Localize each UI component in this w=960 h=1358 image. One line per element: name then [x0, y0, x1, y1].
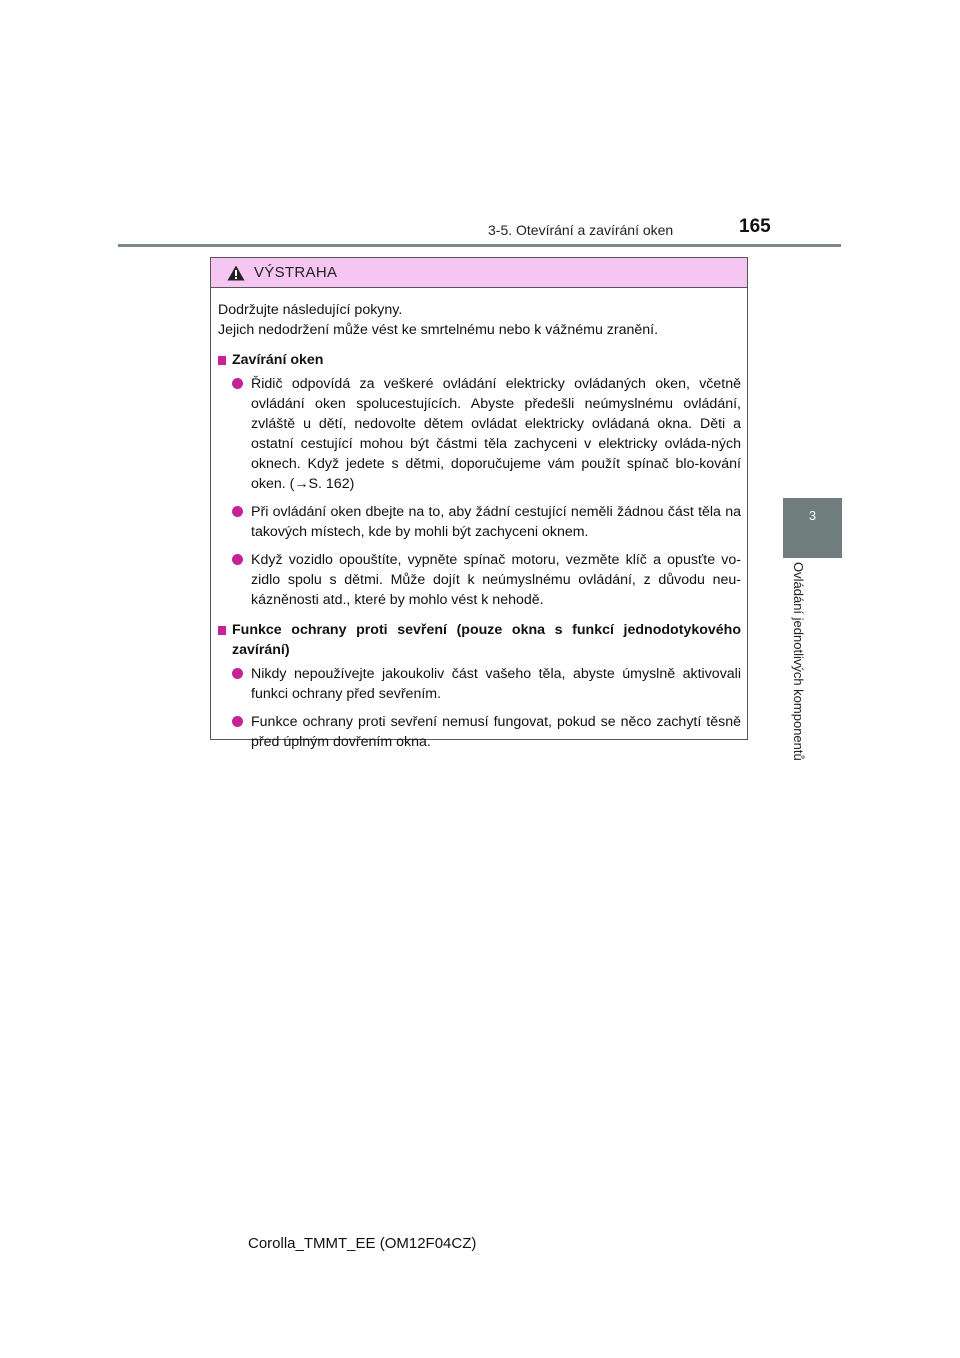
warning-triangle-icon [227, 265, 245, 281]
chapter-tab-number: 3 [783, 498, 842, 558]
list-item-text: Funkce ochrany proti sevření nemusí fungovat, pokud se něco zachytí těsně před úplným dovřením okna. [251, 714, 741, 750]
circle-bullet-icon [232, 716, 243, 727]
warning-title: VÝSTRAHA [254, 264, 338, 281]
list-item [232, 664, 741, 704]
intro-line: Jejich nedodržení může vést ke smrtelnému nebo k vážnému zranění. [218, 322, 659, 338]
chapter-tab-label: Ovládání jednotlivých komponentů [791, 562, 806, 761]
section-heading-text: Funkce ochrany proti sevření (pouze okna s funkcí jednodotykového zavírání) [232, 622, 741, 658]
section-heading-window-closing [218, 350, 741, 370]
section-heading-text: Zavírání oken [232, 352, 324, 368]
list-item [232, 502, 741, 542]
warning-box [210, 257, 748, 750]
circle-bullet-icon [232, 668, 243, 679]
section-heading-jam-protection [218, 620, 741, 660]
header-divider [118, 244, 841, 247]
circle-bullet-icon [232, 506, 243, 517]
warning-intro [218, 300, 741, 340]
intro-line: Dodržujte následující pokyny. [218, 302, 403, 318]
page-number: 165 [739, 216, 771, 237]
list-item-text: Řidič odpovídá za veškeré ovládání elektricky ovládaných oken, včetně ovládání oken spolucestujících. Abyste předešli neúmyslnému ovládání, zvláště u dětí, nedovolte dětem ovládat elektricky ovládaná okna. Děti a ostatní cestující mohou být částmi těla zachyceni v elektricky ovláda-ných oknech. Když jedete s dětmi, doporučujeme vám použít spínač blo-kování oken. (→S. 162) [251, 376, 741, 492]
list-item [232, 374, 741, 494]
square-bullet-icon [218, 356, 226, 365]
document-id-footer: Corolla_TMMT_EE (OM12F04CZ) [248, 1235, 477, 1252]
circle-bullet-icon [232, 554, 243, 565]
list-item [232, 712, 741, 752]
running-header-section: 3-5. Otevírání a zavírání oken [488, 222, 674, 238]
warning-body [211, 288, 747, 752]
square-bullet-icon [218, 626, 226, 635]
list-item-text: Při ovládání oken dbejte na to, aby žádní cestující neměli žádnou část těla na takových místech, kde by mohli být zachyceni oknem. [251, 504, 741, 540]
list-item-text: Nikdy nepoužívejte jakoukoliv část vašeho těla, abyste úmyslně aktivovali funkci ochrany před sevřením. [251, 666, 741, 702]
circle-bullet-icon [232, 378, 243, 389]
list-item-text: Když vozidlo opouštíte, vypněte spínač motoru, vezměte klíč a opusťte vo-zidlo spolu s dětmi. Může dojít k neúmyslnému ovládání, z důvodu neu-kázněnosti atd., které by mohlo vést k nehodě. [251, 552, 741, 608]
warning-header [211, 258, 747, 288]
list-item [232, 550, 741, 610]
